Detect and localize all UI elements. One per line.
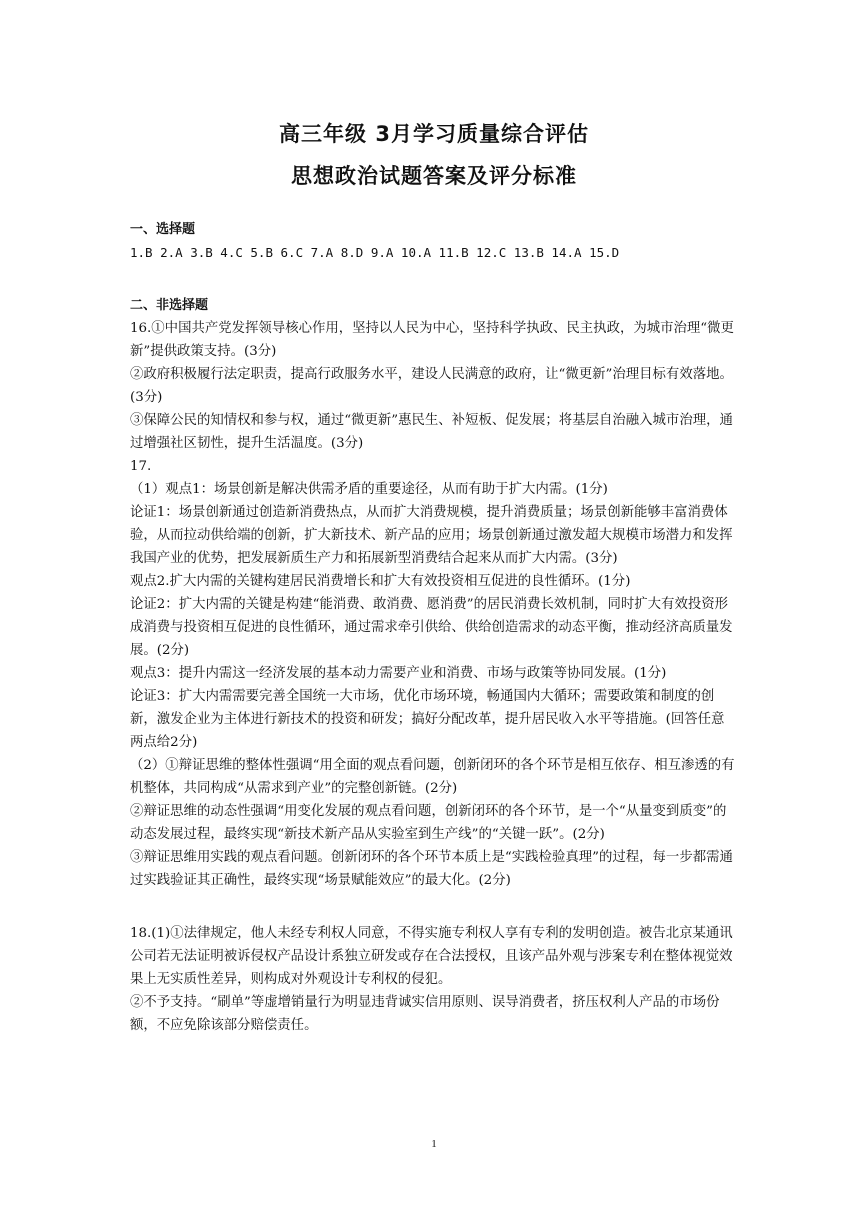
document-body bbox=[130, 218, 736, 1037]
section-heading-choice: 一、选择题 bbox=[130, 222, 196, 237]
answer-paragraph: 18.(1)①法律规定，他人未经专利权人同意，不得实施专利权人享有专利的发明创造。被告北京某通讯公司若无法证明被诉侵权产品设计系独立研发或存在合法授权，且该产品外观与涉案专利在整体视觉效果上无实质性差异，则构成对外观设计专利权的侵犯。 bbox=[130, 926, 733, 987]
answer-paragraph: 论证1：场景创新通过创造新消费热点，从而扩大消费规模，提升消费质量；场景创新能够丰富消费体验，从而拉动供给端的创新，扩大新技术、新产品的应用；场景创新通过激发超大规模市场潜力和发挥我国产业的优势，把发展新质生产力和拓展新型消费结合起来从而扩大内需。(3分) bbox=[130, 505, 733, 566]
document-title: 高三年级 3月学习质量综合评估 bbox=[279, 122, 589, 146]
answer-paragraph: （2）①辩证思维的整体性强调“用全面的观点看问题，创新闭环的各个环节是相互依存、相互渗透的有机整体，共同构成“从需求到产业”的完整创新链。(2分) bbox=[130, 758, 735, 796]
answer-paragraph: ③保障公民的知情权和参与权，通过“微更新”惠民生、补短板、促发展；将基层自治融入城市治理，通过增强社区韧性，提升生活温度。(3分) bbox=[130, 413, 733, 451]
question-number: 17. bbox=[130, 459, 152, 474]
answer-paragraph: 论证2：扩大内需的关键是构建“能消费、敢消费、愿消费”的居民消费长效机制，同时扩大有效投资形成消费与投资相互促进的良性循环，通过需求牵引供给、供给创造需求的动态平衡，推动经济高质量发展。(2分) bbox=[130, 597, 733, 658]
answer-paragraph: ②政府积极履行法定职责，提高行政服务水平，建设人民满意的政府，让“微更新”治理目标有效落地。(3分) bbox=[130, 367, 733, 405]
choice-answers: 1.B 2.A 3.B 4.C 5.B 6.C 7.A 8.D 9.A 10.A 11.B 12.C 13.B 14.A 15.D bbox=[130, 245, 620, 260]
answer-paragraph: ②辩证思维的动态性强调“用变化发展的观点看问题，创新闭环的各个环节，是一个“从量变到质变”的动态发展过程，最终实现“新技术新产品从实验室到生产线”的“关键一跃”。(2分) bbox=[130, 804, 727, 842]
document-subtitle: 思想政治试题答案及评分标准 bbox=[291, 164, 577, 188]
answer-paragraph: 观点2.扩大内需的关键构建居民消费增长和扩大有效投资相互促进的良性循环。(1分) bbox=[130, 574, 631, 589]
page-number: 1 bbox=[431, 1138, 437, 1150]
answer-paragraph: 16.①中国共产党发挥领导核心作用，坚持以人民为中心，坚持科学执政、民主执政，为城市治理“微更新”提供政策支持。(3分) bbox=[130, 321, 734, 359]
answer-paragraph: ②不予支持。“刷单”等虚增销量行为明显违背诚实信用原则、误导消费者，挤压权利人产品的市场份额，不应免除该部分赔偿责任。 bbox=[130, 995, 720, 1033]
answer-paragraph: ③辩证思维用实践的观点看问题。创新闭环的各个环节本质上是“实践检验真理”的过程，每一步都需通过实践验证其正确性，最终实现“场景赋能效应”的最大化。(2分) bbox=[130, 850, 733, 888]
section-heading-nonchoice: 二、非选择题 bbox=[130, 298, 209, 313]
answer-paragraph: 观点3：提升内需这一经济发展的基本动力需要产业和消费、市场与政策等协同发展。(1分) bbox=[130, 666, 667, 681]
answer-paragraph: （1）观点1：场景创新是解决供需矛盾的重要途径，从而有助于扩大内需。(1分) bbox=[130, 482, 608, 497]
answer-paragraph: 论证3：扩大内需需要完善全国统一大市场，优化市场环境，畅通国内大循环；需要政策和制度的创新，激发企业为主体进行新技术的投资和研发；搞好分配改革，提升居民收入水平等措施。(回答任意两点给2分) bbox=[130, 689, 725, 750]
